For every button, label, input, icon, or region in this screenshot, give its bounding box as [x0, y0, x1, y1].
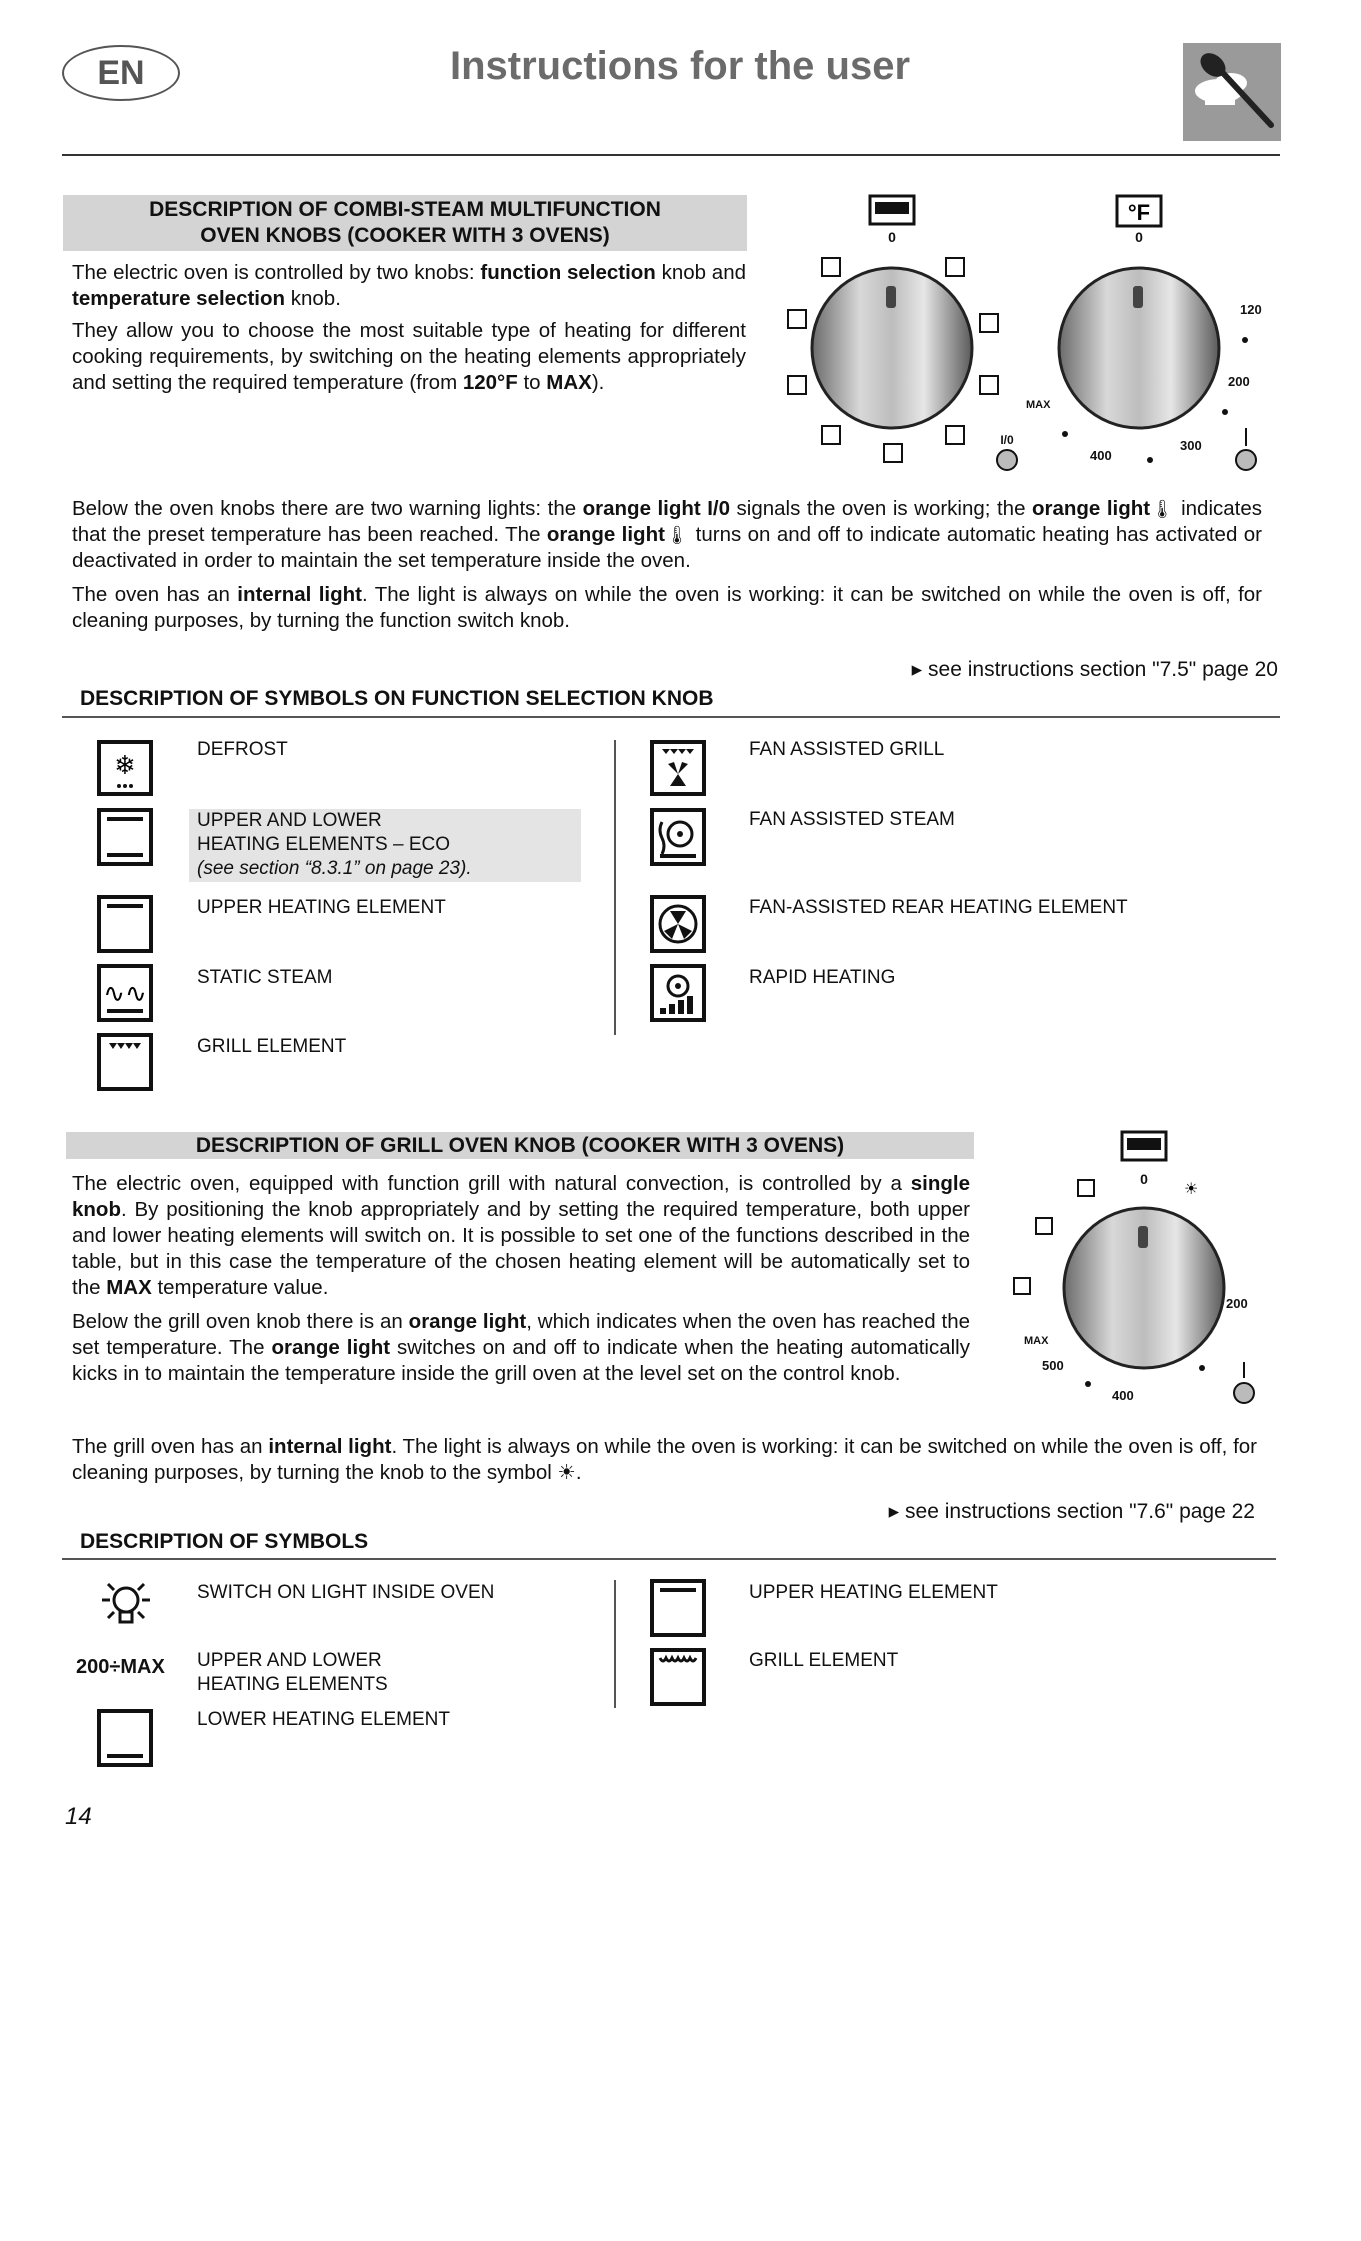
text-run: Below the oven knobs there are two warning lights: the: [72, 497, 583, 520]
text-run: to: [517, 371, 547, 394]
max-term: MAX: [106, 1276, 152, 1299]
warning-lights-text: [72, 496, 1262, 634]
text-run: They allow you to choose the most suitable type of heating for different cooking requirements, by switching on the heating elements appropriately and setting the required temperature (from: [72, 319, 746, 394]
text-run: The electric oven is controlled by two knobs:: [72, 261, 481, 284]
orange-light-term: orange light: [546, 523, 665, 546]
triangle-pointer-icon: ▸: [911, 658, 923, 681]
temp-300-label: 300: [1180, 438, 1202, 453]
fan-grill-small-icon: [822, 426, 840, 444]
temp-200-label: 200: [1228, 374, 1250, 389]
internal-light-term: internal light: [237, 583, 362, 606]
temp-max-label: MAX: [1026, 399, 1051, 411]
switch-on-light-label: SWITCH ON LIGHT INSIDE OVEN: [197, 1582, 495, 1603]
io-light-label: I/0: [1000, 433, 1014, 447]
fan-grill-icon: [650, 740, 706, 796]
text-run: signals the oven is working; the: [730, 497, 1032, 520]
max-temp: MAX: [546, 371, 592, 394]
light-bulb-inline-icon: ☀: [557, 1461, 576, 1484]
temp-max-label: MAX: [1024, 1335, 1049, 1347]
light-bulb-icon: [96, 1578, 156, 1636]
label-line-1: UPPER AND LOWER: [197, 1650, 382, 1671]
text-run: . By positioning the knob appropriately and by setting the required temperature, both upper and lower heating elements will switch on. It is possible to set one of the functions described in the table, but in this case the temperature of the chosen heating element will be automatically set to the: [72, 1198, 970, 1299]
svg-text:❄: ❄: [114, 751, 136, 781]
page-number: 14: [65, 1803, 92, 1830]
text-run: , which indicates when the oven has reached the set temperature. The: [72, 1310, 970, 1359]
grill-small-icon: [884, 444, 902, 462]
knob1-zero-label: 0: [888, 229, 896, 245]
grill-small-icon: [1036, 1218, 1052, 1234]
upper-lower-small-icon: [980, 314, 998, 332]
text-run: temperature value.: [151, 1276, 329, 1299]
temperature-warning-light: [1236, 450, 1256, 470]
function-selection-knob: [788, 196, 1017, 470]
defrost-icon: [97, 740, 153, 796]
fan-grill-label: FAN ASSISTED GRILL: [749, 739, 945, 760]
grill-element-icon: [97, 1033, 153, 1091]
internal-light-term: internal light: [268, 1435, 392, 1458]
fan-rear-heating-icon: [650, 895, 706, 953]
text-run: . The light is always on while the oven is working: it can be switched on while the oven is off, for cleaning purposes, by turning the function switch knob.: [72, 583, 1263, 632]
warning-lights-paragraph: [72, 496, 1262, 574]
symbols-column-divider: [614, 740, 616, 1035]
fan-rear-heating-label: FAN-ASSISTED REAR HEATING ELEMENT: [749, 897, 1128, 918]
grill-internal-light-paragraph: [72, 1434, 1257, 1486]
text-run: The oven has an: [72, 583, 238, 606]
fan-steam-small-icon: [822, 258, 840, 276]
heating-paragraph: [72, 318, 746, 396]
thermometer-inline-icon: 🌡: [664, 525, 690, 545]
language-badge: [62, 45, 180, 101]
grill-symbols-divider: [62, 1558, 1276, 1560]
see-instructions-7-6: [850, 1499, 1255, 1524]
knobs-paragraph: [72, 260, 746, 312]
see-ref-text: see instructions section "7.5" page 20: [928, 658, 1278, 681]
svg-text:∿∿: ∿∿: [103, 979, 147, 1009]
temperature-selection-knob: [1026, 196, 1262, 470]
language-code: EN: [97, 53, 145, 92]
grill-symbols-heading: DESCRIPTION OF SYMBOLS: [80, 1530, 369, 1553]
fan-steam-label: FAN ASSISTED STEAM: [749, 809, 955, 830]
rapid-heating-icon: [650, 964, 706, 1022]
label-line-2: HEATING ELEMENTS: [197, 1674, 388, 1695]
temp-200-label: 200: [1226, 1296, 1248, 1311]
static-steam-small-icon: [946, 426, 964, 444]
thermometer-inline-icon: 🌡: [1150, 499, 1175, 519]
upper-heating-small-icon: [980, 376, 998, 394]
orange-light-io-term: orange light I/0: [582, 497, 731, 520]
grill-internal-light-text: [72, 1434, 1257, 1486]
eco-label-line-1: UPPER AND LOWER: [197, 810, 382, 831]
upper-heating-icon: [97, 895, 153, 953]
temp-400-label: 400: [1090, 448, 1112, 463]
orange-light-term: orange light: [271, 1336, 391, 1359]
header-divider: [62, 154, 1280, 156]
temperature-selection-term: temperature selection: [72, 287, 286, 310]
eco-label-line-2: HEATING ELEMENTS – ECO: [197, 834, 451, 855]
text-run: turns on and off to indicate automatic heating has activated or deactivated in order to maintain the set temperature inside the oven.: [72, 523, 1263, 572]
light-bulb-small-icon: ☀: [1184, 1179, 1199, 1198]
grill-element-icon: [650, 1648, 706, 1706]
function-and-temperature-knobs-diagram: [780, 190, 1280, 480]
function-selection-term: function selection: [480, 261, 656, 284]
lower-heating-label: LOWER HEATING ELEMENT: [197, 1709, 451, 1730]
rapid-heating-small-icon: [788, 376, 806, 394]
grill-oven-knob-diagram: [1012, 1128, 1282, 1418]
combi-steam-intro: [72, 260, 746, 396]
rapid-heating-label: RAPID HEATING: [749, 967, 896, 988]
text-run: .: [575, 1461, 582, 1484]
grill-warning-light: [1234, 1383, 1254, 1403]
upper-lower-elements-label: [197, 1649, 388, 1697]
text-run: The electric oven, equipped with function grill with natural convection, is controlled by a: [72, 1172, 911, 1195]
upper-lower-heating-icon: [97, 808, 153, 866]
defrost-small-icon: [946, 258, 964, 276]
grill-element-label: GRILL ELEMENT: [197, 1036, 347, 1057]
temp-range-label: 200÷MAX: [76, 1656, 165, 1678]
text-run: knob.: [285, 287, 341, 310]
io-warning-light: [997, 450, 1017, 470]
min-temp: 120°F: [462, 371, 518, 394]
text-run: switches on and off to indicate when the heating automatically kicks in to maintain the temperature inside the grill oven at the level set on the control knob.: [72, 1336, 970, 1385]
section-heading-line-1: DESCRIPTION OF COMBI-STEAM MULTIFUNCTION: [149, 198, 661, 221]
lower-heating-small-icon: [1014, 1278, 1030, 1294]
section-heading-line-2: OVEN KNOBS (COOKER WITH 3 OVENS): [200, 224, 610, 247]
temp-120-label: 120: [1240, 302, 1262, 317]
text-run: The grill oven has an: [72, 1435, 269, 1458]
temp-400-label: 400: [1112, 1388, 1134, 1403]
fahrenheit-label: °F: [1127, 200, 1151, 225]
text-run: ).: [591, 371, 605, 394]
grill-oven-section-heading: DESCRIPTION OF GRILL OVEN KNOB (COOKER WITH 3 OVENS): [66, 1132, 974, 1159]
internal-light-paragraph: [72, 582, 1262, 634]
grill-element-label: GRILL ELEMENT: [749, 1650, 899, 1671]
temp-500-label: 500: [1042, 1358, 1064, 1373]
grill-oven-knob: [1014, 1132, 1254, 1403]
static-steam-label: STATIC STEAM: [197, 967, 333, 988]
text-run: knob and: [655, 261, 747, 284]
grill-light-paragraph: [72, 1309, 970, 1387]
static-steam-icon: [97, 964, 153, 1022]
orange-light-term: orange light: [1031, 497, 1151, 520]
single-knob-term: single knob: [72, 1172, 970, 1221]
see-ref-text: see instructions section "7.6" page 22: [905, 1500, 1255, 1523]
page-title: Instructions for the user: [449, 44, 911, 88]
defrost-label: DEFROST: [197, 739, 288, 760]
triangle-pointer-icon: ▸: [888, 1500, 900, 1523]
grill-symbols-column-divider: [614, 1580, 616, 1708]
fan-steam-icon: [650, 808, 706, 866]
upper-lower-eco-label: [189, 809, 581, 882]
function-symbols-heading: DESCRIPTION OF SYMBOLS ON FUNCTION SELECTION KNOB: [80, 687, 714, 710]
text-run: . The light is always on while the oven is working: it can be switched on while the oven is off, for cleaning purposes, by turning the knob to the symbol: [72, 1435, 1257, 1484]
fan-rear-small-icon: [788, 310, 806, 328]
grill-knob-paragraph: [72, 1171, 970, 1301]
upper-heating-label: UPPER HEATING ELEMENT: [197, 897, 446, 918]
upper-heating-small-icon: [1078, 1180, 1094, 1196]
symbols-divider: [62, 716, 1280, 718]
combi-steam-section-heading: [63, 195, 747, 251]
text-run: indicates that the preset temperature has been reached. The: [72, 497, 1262, 546]
knob3-zero-label: 0: [1140, 1171, 1148, 1187]
see-instructions-7-5: [870, 657, 1278, 682]
eco-label-reference: (see section “8.3.1” on page 23).: [197, 858, 472, 879]
lower-heating-icon: [97, 1709, 153, 1767]
upper-heating-icon: [650, 1579, 706, 1637]
text-run: Below the grill oven knob there is an: [72, 1310, 409, 1333]
orange-light-term: orange light: [408, 1310, 527, 1333]
grill-oven-intro: [72, 1171, 970, 1387]
upper-heating-label: UPPER HEATING ELEMENT: [749, 1582, 998, 1603]
chef-spoon-logo: [1183, 43, 1281, 141]
knob2-zero-label: 0: [1135, 229, 1143, 245]
chef-hat-spoon-icon: [1183, 43, 1281, 141]
